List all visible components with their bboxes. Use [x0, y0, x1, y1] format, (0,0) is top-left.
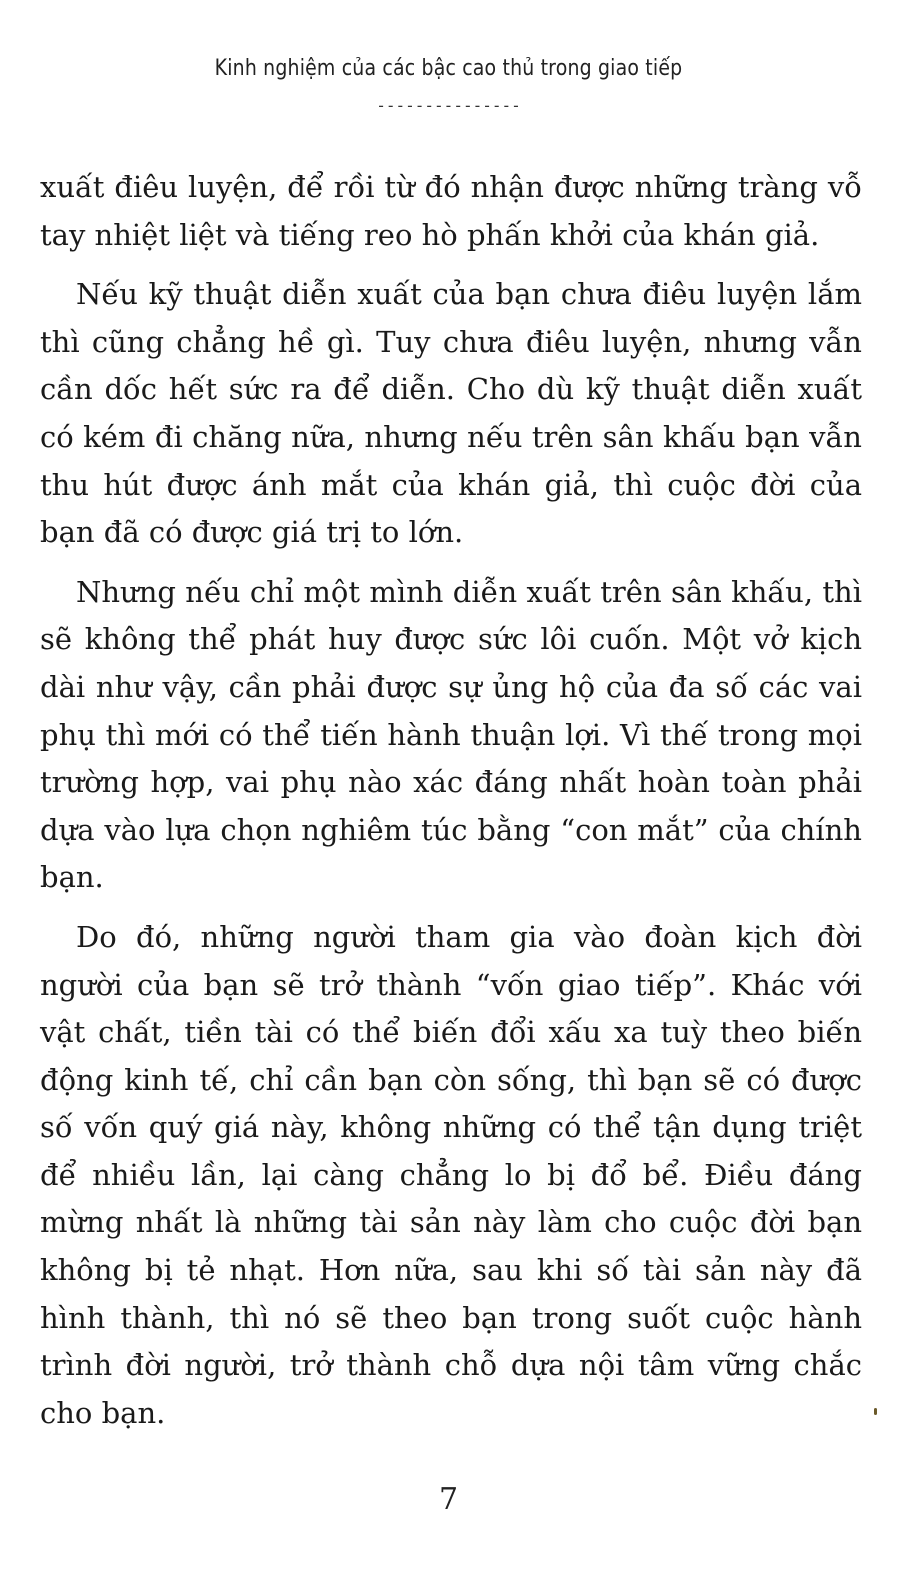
paragraph: Do đó, những người tham gia vào đoàn kịch đời người của bạn sẽ trở thành “vốn giao tiếp”. Khác với vật chất, tiền tài có thể biến đổi xấu xa tuỳ theo biến động kinh tế, chỉ cần bạn còn sống, thì bạn sẽ có được số vốn quý giá này, không những có thể tận dụng triệt để nhiều lần, lại càng chẳng lo bị đổ bể. Điều đáng mừng nhất là những tài sản này làm cho cuộc đời bạn không bị tẻ nhạt. Hơn nữa, sau khi số tài sản này đã hình thành, thì nó sẽ theo bạn trong suốt cuộc hành trình đời người, trở thành chỗ dựa nội tâm vững chắc cho bạn. [40, 919, 862, 1430]
running-header: Kinh nghiệm của các bậc cao thủ trong giao tiếp [214, 56, 683, 81]
paragraph: Nhưng nếu chỉ một mình diễn xuất trên sân khấu, thì sẽ không thể phát huy được sức lôi cuốn. Một vở kịch dài như vậy, cần phải được sự ủng hộ của đa số các vai phụ thì mới có thể tiến hành thuận lợi. Vì thế trong mọi trường hợp, vai phụ nào xác đáng nhất hoàn toàn phải dựa vào lựa chọn nghiêm túc bằng “con mắt” của chính bạn. [40, 574, 862, 895]
paragraph-continuation: xuất điêu luyện, để rồi từ đó nhận được những tràng vỗ tay nhiệt liệt và tiếng reo hò phấn khởi của khán giả. [40, 170, 862, 252]
body-text [40, 164, 862, 1449]
paragraph: Nếu kỹ thuật diễn xuất của bạn chưa điêu luyện lắm thì cũng chẳng hề gì. Tuy chưa điêu luyện, nhưng vẫn cần dốc hết sức ra để diễn. Cho dù kỹ thuật diễn xuất có kém đi chăng nữa, nhưng nếu trên sân khấu bạn vẫn thu hút được ánh mắt của khán giả, thì cuộc đời của bạn đã có được giá trị to lớn. [40, 277, 862, 550]
header-rule: --------------- [376, 96, 521, 115]
page-number: 7 [438, 1482, 459, 1517]
scan-speck [874, 1408, 877, 1415]
